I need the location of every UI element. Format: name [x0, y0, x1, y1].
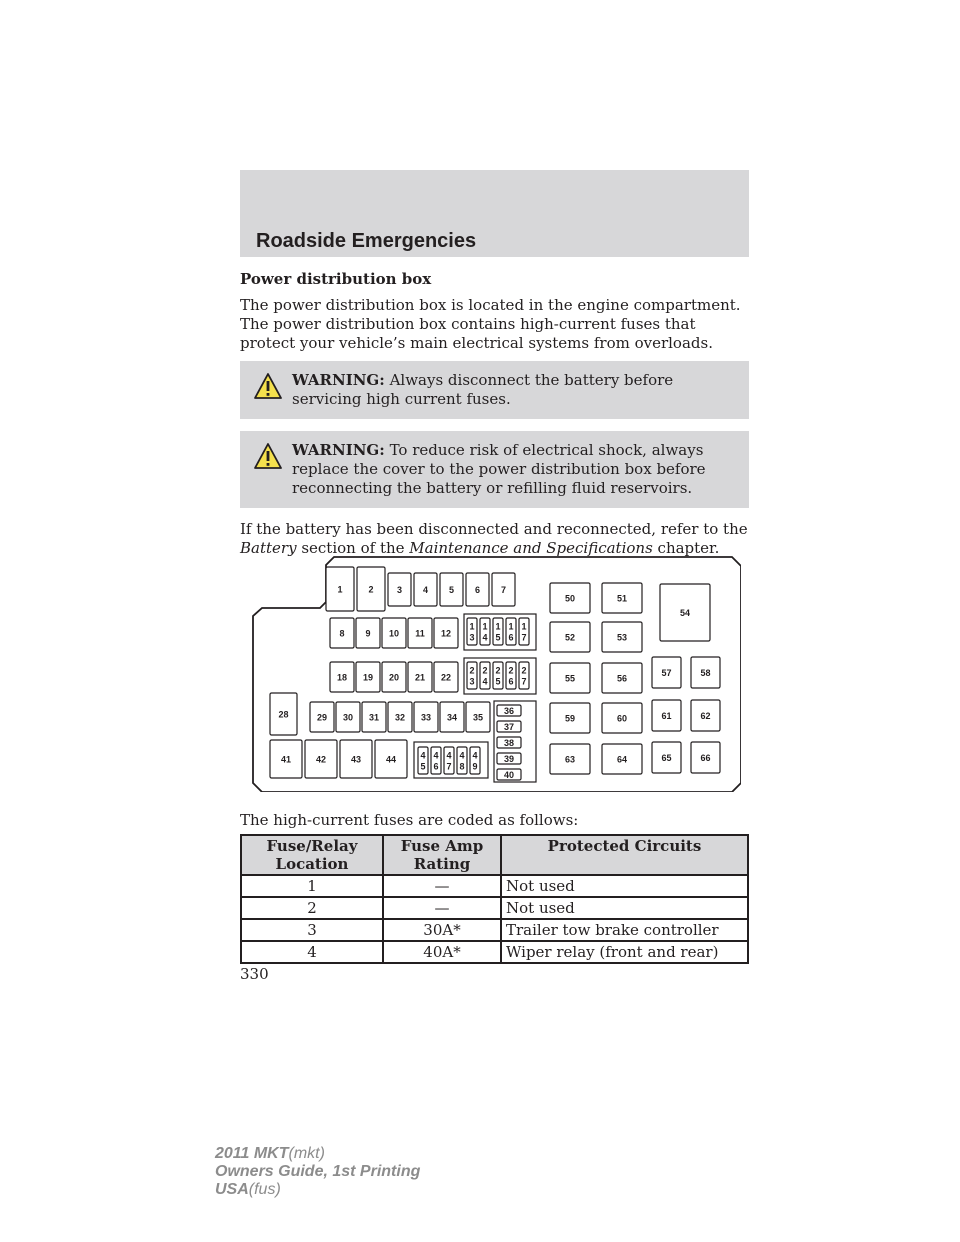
svg-text:8: 8: [339, 628, 345, 639]
svg-text:6: 6: [508, 632, 514, 643]
svg-text:50: 50: [564, 593, 576, 604]
svg-text:61: 61: [661, 711, 672, 721]
fuse-58: [691, 657, 720, 688]
svg-text:59: 59: [564, 713, 576, 724]
fuse-33: [414, 702, 438, 732]
svg-text:7: 7: [500, 585, 507, 595]
fuse-36: [497, 705, 521, 716]
battery-note: [240, 520, 749, 558]
warning-triangle-icon: [254, 443, 282, 469]
fuse-10: [382, 618, 406, 648]
fuse-2: [357, 567, 385, 611]
svg-text:44: 44: [385, 754, 397, 765]
fuse-23: [467, 662, 477, 689]
svg-text:37: 37: [503, 722, 515, 732]
warning-text: Always disconnect the battery before servicing high current fuses.: [292, 371, 674, 408]
svg-text:43: 43: [350, 754, 362, 765]
fuse-17: [519, 618, 529, 645]
fuse-20: [382, 662, 406, 692]
fuse-34: [440, 702, 464, 732]
svg-text:51: 51: [616, 593, 628, 604]
svg-text:4: 4: [472, 750, 478, 761]
svg-text:2: 2: [469, 665, 475, 676]
svg-text:5: 5: [420, 761, 426, 772]
fuse-66: [691, 742, 720, 773]
svg-text:6: 6: [474, 585, 481, 595]
chapter-header: [240, 170, 749, 257]
svg-text:6: 6: [508, 676, 514, 687]
svg-text:60: 60: [616, 713, 628, 724]
cell-amp-rating: —: [383, 897, 501, 919]
fuse-30: [336, 702, 360, 732]
fuse-16: [506, 618, 516, 645]
warning-box-2: [240, 431, 749, 508]
svg-text:41: 41: [280, 754, 292, 765]
svg-text:19: 19: [362, 672, 374, 683]
fuse-46: [431, 747, 441, 774]
svg-text:31: 31: [368, 712, 380, 723]
footer-model: 2011 MKT: [215, 1145, 289, 1162]
svg-text:1: 1: [337, 584, 343, 595]
fuse-35: [466, 702, 490, 732]
svg-text:56: 56: [616, 673, 628, 684]
svg-text:2: 2: [521, 665, 527, 676]
header-location: Fuse/Relay Location: [241, 835, 383, 875]
svg-text:9: 9: [472, 761, 478, 772]
fuse-4: [414, 573, 437, 606]
svg-text:62: 62: [700, 711, 711, 721]
cell-amp-rating: 40A*: [383, 941, 501, 963]
cell-location: 2: [241, 897, 383, 919]
svg-text:35: 35: [472, 712, 484, 723]
svg-text:2: 2: [495, 665, 501, 676]
fuse-table: [240, 834, 749, 964]
svg-text:28: 28: [278, 709, 289, 720]
footer-model-code: (mkt): [288, 1145, 325, 1162]
fuse-3: [388, 573, 411, 606]
cell-location: 4: [241, 941, 383, 963]
svg-text:63: 63: [564, 754, 576, 765]
fuse-59: [550, 703, 590, 733]
svg-text:1: 1: [469, 621, 475, 632]
warning-label: WARNING:: [292, 371, 385, 389]
fuse-64: [602, 744, 642, 774]
svg-text:4: 4: [459, 750, 465, 761]
svg-text:3: 3: [469, 632, 475, 643]
cell-location: 1: [241, 875, 383, 897]
fuse-47: [444, 747, 454, 774]
svg-text:1: 1: [482, 621, 488, 632]
svg-text:40: 40: [503, 770, 515, 780]
fuse-61: [652, 700, 681, 731]
svg-text:2: 2: [368, 584, 374, 595]
table-row: [241, 875, 748, 897]
svg-text:4: 4: [433, 750, 439, 761]
svg-text:53: 53: [616, 632, 628, 643]
svg-text:34: 34: [446, 712, 458, 723]
svg-text:64: 64: [616, 754, 628, 765]
svg-text:12: 12: [440, 628, 452, 639]
fuse-43: [340, 740, 372, 778]
fuse-45: [418, 747, 428, 774]
header-amp-rating: Fuse Amp Rating: [383, 835, 501, 875]
warning-box-1: [240, 361, 749, 419]
fuse-27: [519, 662, 529, 689]
fuse-box-diagram: [250, 556, 741, 792]
svg-text:55: 55: [564, 673, 576, 684]
fuse-41: [270, 740, 302, 778]
svg-text:1: 1: [495, 621, 501, 632]
battery-reference: Battery: [240, 539, 297, 557]
warning-label: WARNING:: [292, 441, 385, 459]
warning-text: To reduce risk of electrical shock, always replace the cover to the power distribution box before reconnecting the battery or refilling fluid reservoirs.: [292, 441, 706, 497]
fuse-52: [550, 622, 590, 652]
cell-circuit: Wiper relay (front and rear): [501, 941, 748, 963]
svg-text:58: 58: [700, 668, 711, 678]
page-number: 330: [240, 965, 269, 983]
fuse-12: [434, 618, 458, 648]
fuse-42: [305, 740, 337, 778]
svg-text:2: 2: [482, 665, 488, 676]
fuse-1: [326, 567, 354, 611]
svg-text:20: 20: [388, 672, 400, 683]
fuse-55: [550, 663, 590, 693]
fuse-13: [467, 618, 477, 645]
svg-text:6: 6: [433, 761, 439, 772]
fuse-62: [691, 700, 720, 731]
battery-note-mid: section of the: [301, 539, 405, 557]
svg-text:8: 8: [459, 761, 465, 772]
intro-paragraph: The power distribution box is located in the engine compartment. The power distribution box contains high-current fuses that protect your vehicle’s main electrical systems from overloads.: [240, 296, 741, 352]
svg-text:7: 7: [521, 676, 527, 687]
fuse-54: [660, 584, 710, 641]
svg-text:33: 33: [420, 712, 432, 723]
fuse-60: [602, 703, 642, 733]
fuse-14: [480, 618, 490, 645]
battery-note-lead: If the battery has been disconnected and reconnected, refer to the: [240, 520, 748, 538]
svg-text:29: 29: [316, 712, 328, 723]
main-content: [240, 270, 749, 566]
fuse-6: [466, 573, 489, 606]
svg-text:5: 5: [495, 676, 501, 687]
fuse-65: [652, 742, 681, 773]
svg-text:22: 22: [440, 672, 452, 683]
footer-market-code: (fus): [248, 1181, 281, 1198]
fuse-63: [550, 744, 590, 774]
fuse-15: [493, 618, 503, 645]
fuse-50: [550, 583, 590, 613]
svg-text:21: 21: [414, 672, 426, 683]
fuse-9: [356, 618, 380, 648]
fuse-51: [602, 583, 642, 613]
svg-text:39: 39: [503, 754, 515, 764]
svg-text:5: 5: [448, 585, 455, 595]
fuse-5: [440, 573, 463, 606]
table-row: [241, 897, 748, 919]
svg-text:57: 57: [661, 668, 672, 678]
cell-circuit: Trailer tow brake controller: [501, 919, 748, 941]
fuse-28: [270, 693, 297, 735]
svg-text:1: 1: [508, 621, 514, 632]
table-row: [241, 919, 748, 941]
svg-text:11: 11: [415, 628, 425, 639]
cell-amp-rating: 30A*: [383, 919, 501, 941]
cell-circuit: Not used: [501, 875, 748, 897]
fuse-57: [652, 657, 681, 688]
table-header-row: [241, 835, 748, 875]
svg-text:36: 36: [503, 706, 515, 716]
svg-text:66: 66: [700, 753, 711, 763]
svg-text:4: 4: [482, 676, 488, 687]
fuse-21: [408, 662, 432, 692]
svg-text:7: 7: [521, 632, 527, 643]
fuse-24: [480, 662, 490, 689]
fuse-37: [497, 721, 521, 732]
svg-text:1: 1: [521, 621, 527, 632]
svg-text:10: 10: [388, 628, 400, 639]
svg-text:32: 32: [394, 712, 406, 723]
fuse-38: [497, 737, 521, 748]
svg-text:3: 3: [396, 585, 403, 595]
fuse-56: [602, 663, 642, 693]
svg-text:7: 7: [446, 761, 452, 772]
fuse-19: [356, 662, 380, 692]
fuse-31: [362, 702, 386, 732]
fuse-40: [497, 769, 521, 780]
fuse-53: [602, 622, 642, 652]
svg-text:54: 54: [679, 608, 691, 618]
fuse-48: [457, 747, 467, 774]
svg-text:9: 9: [365, 628, 371, 639]
fuse-49: [470, 747, 480, 774]
header-protected-circuits: Protected Circuits: [501, 835, 748, 875]
svg-text:4: 4: [446, 750, 452, 761]
svg-text:2: 2: [508, 665, 514, 676]
footer-market: USA: [215, 1181, 249, 1198]
svg-text:42: 42: [315, 754, 327, 765]
table-row: [241, 941, 748, 963]
warning-triangle-icon: [254, 373, 282, 399]
chapter-title: Roadside Emergencies: [256, 230, 477, 252]
fuse-25: [493, 662, 503, 689]
fuse-7: [492, 573, 515, 606]
fuse-22: [434, 662, 458, 692]
svg-text:52: 52: [564, 632, 576, 643]
battery-note-tail: chapter.: [657, 539, 720, 557]
fuse-39: [497, 753, 521, 764]
svg-text:3: 3: [469, 676, 475, 687]
svg-text:65: 65: [661, 753, 672, 763]
svg-text:4: 4: [420, 750, 426, 761]
fuse-44: [375, 740, 407, 778]
fuse-29: [310, 702, 334, 732]
cell-amp-rating: —: [383, 875, 501, 897]
print-footer: [215, 1145, 420, 1199]
svg-text:30: 30: [342, 712, 354, 723]
section-title: Power distribution box: [240, 270, 432, 288]
svg-text:18: 18: [336, 672, 348, 683]
cell-location: 3: [241, 919, 383, 941]
fuse-11: [408, 618, 432, 648]
fuse-32: [388, 702, 412, 732]
fuse-8: [330, 618, 354, 648]
fuse-18: [330, 662, 354, 692]
svg-text:5: 5: [495, 632, 501, 643]
svg-text:4: 4: [482, 632, 488, 643]
svg-text:38: 38: [503, 738, 515, 748]
cell-circuit: Not used: [501, 897, 748, 919]
table-intro: The high-current fuses are coded as follows:: [240, 811, 579, 829]
svg-text:4: 4: [422, 585, 429, 595]
footer-printing: Owners Guide, 1st Printing: [215, 1163, 421, 1180]
maintenance-chapter-reference: Maintenance and Specifications: [409, 539, 653, 557]
fuse-26: [506, 662, 516, 689]
